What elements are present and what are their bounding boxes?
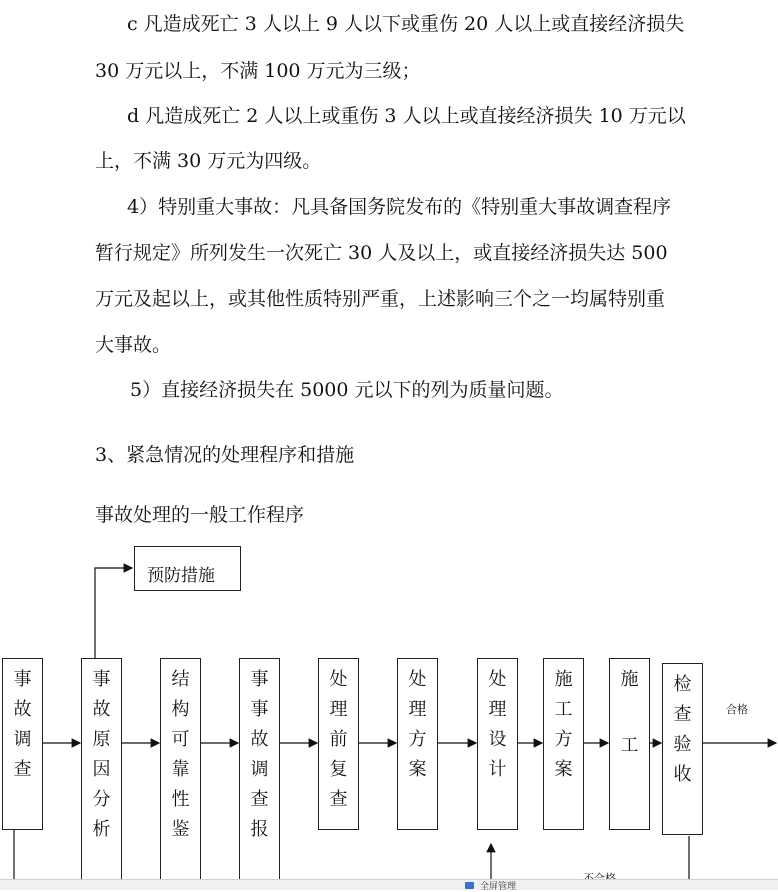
step-cause-analysis xyxy=(81,658,122,880)
step-treatment-design xyxy=(477,658,518,830)
prevention-box xyxy=(134,546,241,591)
step-label: 施工 xyxy=(617,669,639,801)
paragraph-d-line-1: d 凡造成死亡 2 人以上或重伤 3 人以上或直接经济损失 10 万元以 xyxy=(127,105,686,127)
step-label: 事故调查 xyxy=(10,669,32,789)
step-label: 施工方案 xyxy=(551,669,573,789)
step-label: 结构可靠性鉴 xyxy=(168,669,190,849)
step-structural-reliability xyxy=(160,658,201,880)
step-label: 事故原因分析 xyxy=(89,669,111,849)
step-pre-treatment-review xyxy=(318,658,359,830)
paragraph-4-line-3: 万元及起以上，或其他性质特别严重，上述影响三个之一均属特别重 xyxy=(95,288,666,310)
paragraph-c-line-2: 30 万元以上，不满 100 万元为三级； xyxy=(95,60,421,82)
paragraph-4-line-4: 大事故。 xyxy=(95,334,172,356)
arrow-to-prevention xyxy=(95,568,132,660)
step-label: 检查验收 xyxy=(670,674,692,794)
section-title: 3、紧急情况的处理程序和措施 xyxy=(95,444,355,466)
step-label: 事事故调查报 xyxy=(247,669,269,849)
step-construction-plan xyxy=(543,658,584,830)
step-label: 处理前复查 xyxy=(326,669,348,819)
paragraph-d-line-2: 上，不满 30 万元为四级。 xyxy=(95,150,322,172)
paragraph-4-line-1: 4）特别重大事故：凡具备国务院发布的《特别重大事故调查程序 xyxy=(127,196,672,218)
fullscreen-icon[interactable] xyxy=(465,882,474,889)
status-bar xyxy=(0,879,778,890)
paragraph-4-line-2: 暂行规定》所列发生一次死亡 30 人及以上，或直接经济损失达 500 xyxy=(95,242,668,264)
step-investigation-report xyxy=(239,658,280,880)
step-construction xyxy=(609,658,650,830)
step-label: 处理设计 xyxy=(485,669,507,789)
flow-subtitle: 事故处理的一般工作程序 xyxy=(95,504,305,526)
prevention-label: 预防措施 xyxy=(147,566,215,586)
step-inspection-acceptance xyxy=(662,663,703,835)
fullscreen-manage-label[interactable]: 全屏管理 xyxy=(480,882,517,892)
pass-label: 合格 xyxy=(726,703,748,716)
step-label: 处理方案 xyxy=(405,669,427,789)
step-treatment-plan xyxy=(397,658,438,830)
paragraph-5-line-1: 5）直接经济损失在 5000 元以下的列为质量问题。 xyxy=(130,379,564,401)
paragraph-c-line-1: c 凡造成死亡 3 人以上 9 人以下或重伤 20 人以上或直接经济损失 xyxy=(127,13,685,35)
step-accident-investigation xyxy=(2,658,43,830)
